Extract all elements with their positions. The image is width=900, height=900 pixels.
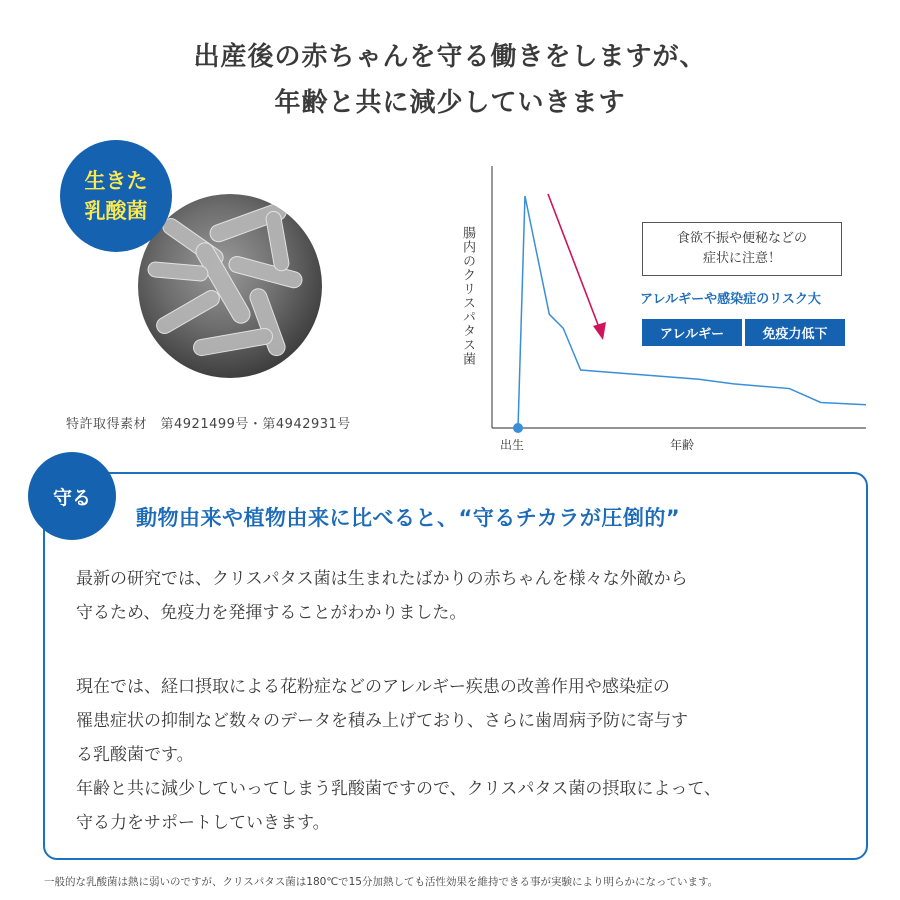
info-paragraph-1 — [76, 562, 852, 630]
bacteria-photo-group — [60, 140, 360, 380]
badge-line-2: 乳酸菌 — [84, 199, 148, 223]
protect-badge: 守る — [28, 452, 116, 540]
footnote: 一般的な乳酸菌は熱に弱いのですが、クリスパタス菌は180℃で15分加熱しても活性効果を維持できる事が実験により明らかになっています。 — [44, 876, 719, 888]
para-line: 最新の研究では、クリスパタス菌は生まれたばかりの赤ちゃんを様々な外敵から — [76, 569, 688, 589]
tag-allergy: アレルギー — [642, 319, 742, 346]
decline-arrow — [548, 194, 606, 340]
note-line-2: 症状に注意！ — [702, 251, 781, 266]
chart-y-label: 腸内のクリスパタス菌 — [460, 226, 475, 366]
live-lactobacillus-badge — [60, 140, 172, 252]
risk-title: アレルギーや感染症のリスク大 — [640, 292, 821, 307]
para-line: 守るため、免疫力を発揮することがわかりました。 — [76, 603, 467, 623]
tag-low-immunity: 免疫力低下 — [745, 319, 845, 346]
headline — [0, 34, 900, 126]
note-line-1: 食欲不振や便秘などの — [676, 231, 807, 246]
headline-line-1: 出産後の赤ちゃんを守る働きをしますが、 — [193, 42, 707, 72]
para-line: 現在では、経口摂取による花粉症などのアレルギー疾患の改善作用や感染症の — [76, 677, 670, 697]
bacterium-rod — [147, 261, 208, 281]
info-paragraph-3 — [76, 772, 852, 840]
bacterium-rod — [192, 327, 274, 357]
bacterium-rod — [227, 255, 304, 290]
birth-point-marker — [513, 423, 523, 433]
para-line: 罹患症状の抑制など数々のデータを積み上げており、さらに歯周病予防に寄与す — [76, 711, 688, 731]
decline-arrow-head — [593, 322, 606, 340]
chart-x-tick-age: 年齢 — [670, 438, 695, 452]
chart-x-tick-birth: 出生 — [500, 438, 525, 452]
info-title: 動物由来や植物由来に比べると、“守るチカラが圧倒的” — [136, 506, 681, 530]
bacterium-rod — [265, 210, 290, 272]
badge-line-1: 生きた — [84, 169, 148, 193]
decline-arrow-line — [548, 194, 600, 330]
bacterium-rod — [154, 288, 223, 337]
bacterium-rod — [248, 286, 288, 358]
crispatus-decline-chart — [448, 160, 878, 450]
para-line: 年齢と共に減少していってしまう乳酸菌ですので、クリスパタス菌の摂取によって、 — [76, 779, 721, 799]
headline-line-2: 年齢と共に減少していきます — [274, 88, 626, 118]
para-line: 守る力をサポートしていきます。 — [76, 813, 330, 833]
symptom-note-box — [642, 222, 842, 276]
patent-text: 特許取得素材 第4921499号・第4942931号 — [66, 417, 351, 432]
info-paragraph-2 — [76, 670, 852, 772]
para-line: る乳酸菌です。 — [76, 745, 194, 765]
